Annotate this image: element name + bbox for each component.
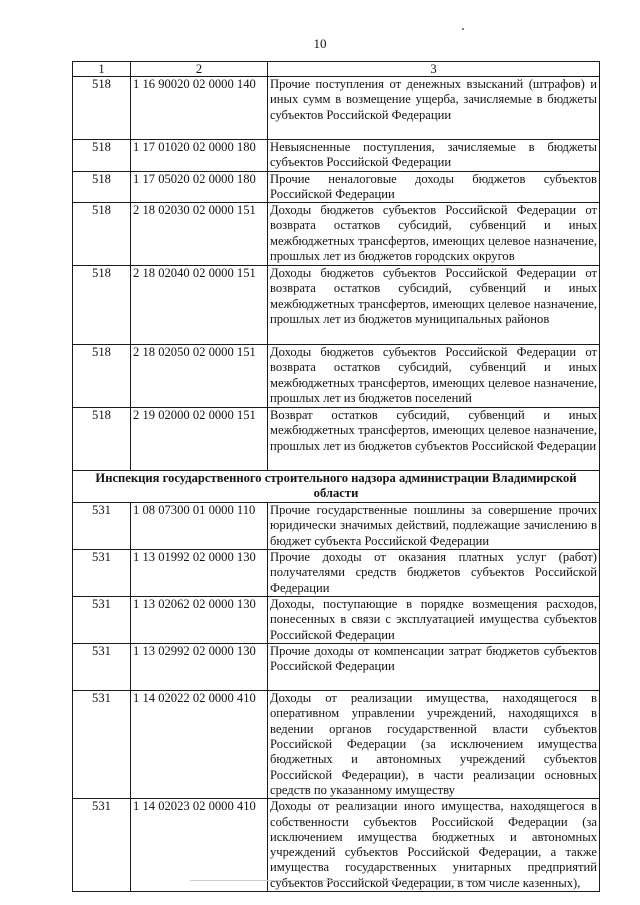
description-cell: Прочие доходы от оказания платных услуг (работ) получателями средств бюджетов субъектов Российской Федерации	[268, 550, 600, 597]
column-header-admin: 1	[73, 62, 131, 77]
budget-code-cell: 1 13 01992 02 0000 130	[131, 550, 268, 597]
admin-code-cell: 531	[73, 644, 131, 691]
table-row	[73, 266, 600, 345]
admin-code-cell: 518	[73, 140, 131, 172]
budget-code-cell: 2 18 02050 02 0000 151	[131, 345, 268, 408]
table-row	[73, 550, 600, 597]
budget-code-cell: 1 17 01020 02 0000 180	[131, 140, 268, 172]
description-cell: Доходы, поступающие в порядке возмещения расходов, понесенных в связи с эксплуатацией имущества субъектов Российской Федерации	[268, 597, 600, 644]
admin-code-cell: 518	[73, 203, 131, 266]
description-cell: Доходы бюджетов субъектов Российской Федерации от возврата остатков субсидий, субвенций и иных межбюджетных трансфертов, имеющих целевое назначение, прошлых лет из бюджетов муниципальных районов	[268, 266, 600, 345]
table-row	[73, 171, 600, 203]
table-row	[73, 77, 600, 140]
admin-code-cell: 531	[73, 691, 131, 799]
table-row	[73, 140, 600, 172]
table-row	[73, 503, 600, 550]
description-cell: Прочие государственные пошлины за совершение прочих юридически значимых действий, подлежащие зачислению в бюджет субъекта Российской Федерации	[268, 503, 600, 550]
section-heading-row	[73, 471, 600, 503]
description-cell: Невыясненные поступления, зачисляемые в бюджеты субъектов Российской Федерации	[268, 140, 600, 172]
table-row	[73, 345, 600, 408]
column-header-code: 2	[131, 62, 268, 77]
scan-speck	[462, 28, 464, 30]
page-number: 10	[313, 36, 327, 51]
admin-code-cell: 518	[73, 345, 131, 408]
table-row	[73, 644, 600, 691]
description-cell: Прочие доходы от компенсации затрат бюджетов субъектов Российской Федерации	[268, 644, 600, 691]
budget-code-cell: 2 18 02040 02 0000 151	[131, 266, 268, 345]
description-cell: Доходы бюджетов субъектов Российской Федерации от возврата остатков субсидий, субвенций и иных межбюджетных трансфертов, имеющих целевое назначение, прошлых лет из бюджетов поселений	[268, 345, 600, 408]
description-cell: Доходы бюджетов субъектов Российской Федерации от возврата остатков субсидий, субвенций и иных межбюджетных трансфертов, имеющих целевое назначение, прошлых лет из бюджетов городских округов	[268, 203, 600, 266]
budget-code-cell: 2 19 02000 02 0000 151	[131, 408, 268, 471]
column-header-description: 3	[268, 62, 600, 77]
budget-code-cell: 2 18 02030 02 0000 151	[131, 203, 268, 266]
admin-code-cell: 531	[73, 550, 131, 597]
table-row	[73, 691, 600, 799]
budget-code-cell: 1 13 02062 02 0000 130	[131, 597, 268, 644]
budget-code-cell: 1 14 02023 02 0000 410	[131, 799, 268, 892]
revenue-codes-table	[72, 61, 600, 892]
description-cell: Доходы от реализации иного имущества, находящегося в собственности субъектов Российской Федерации (за исключением имущества бюджетных и автономных учреждений субъектов Российской Федерации, а также имущества государственных унитарных предприятий субъектов Российской Федерации, в том числе казенных),	[268, 799, 600, 892]
table-row	[73, 408, 600, 471]
budget-code-cell: 1 13 02992 02 0000 130	[131, 644, 268, 691]
table-row	[73, 597, 600, 644]
admin-code-cell: 518	[73, 171, 131, 203]
budget-code-cell: 1 08 07300 01 0000 110	[131, 503, 268, 550]
table-row	[73, 799, 600, 892]
budget-code-cell: 1 17 05020 02 0000 180	[131, 171, 268, 203]
budget-code-cell: 1 14 02022 02 0000 410	[131, 691, 268, 799]
description-cell: Прочие неналоговые доходы бюджетов субъектов Российской Федерации	[268, 171, 600, 203]
column-header-row	[73, 62, 600, 77]
admin-code-cell: 531	[73, 503, 131, 550]
admin-code-cell: 518	[73, 408, 131, 471]
budget-code-cell: 1 16 90020 02 0000 140	[131, 77, 268, 140]
admin-code-cell: 531	[73, 799, 131, 892]
admin-code-cell: 518	[73, 266, 131, 345]
admin-code-cell: 531	[73, 597, 131, 644]
admin-code-cell: 518	[73, 77, 131, 140]
description-cell: Доходы от реализации имущества, находящегося в оперативном управлении учреждений, находящихся в ведении органов государственной власти субъектов Российской Федерации (за исключением имущества бюджетных и автономных учреждений субъектов Российской Федерации), в части реализации основных средств по указанному имуществу	[268, 691, 600, 799]
section-heading: Инспекция государственного строительного надзора администрации Владимирской области	[73, 471, 600, 503]
table-row	[73, 203, 600, 266]
description-cell: Возврат остатков субсидий, субвенций и иных межбюджетных трансфертов, имеющих целевое назначение, прошлых лет из бюджетов субъектов Российской Федерации	[268, 408, 600, 471]
scan-bottom-rule	[190, 880, 490, 881]
description-cell: Прочие поступления от денежных взысканий (штрафов) и иных сумм в возмещение ущерба, зачисляемые в бюджеты субъектов Российской Федерации	[268, 77, 600, 140]
